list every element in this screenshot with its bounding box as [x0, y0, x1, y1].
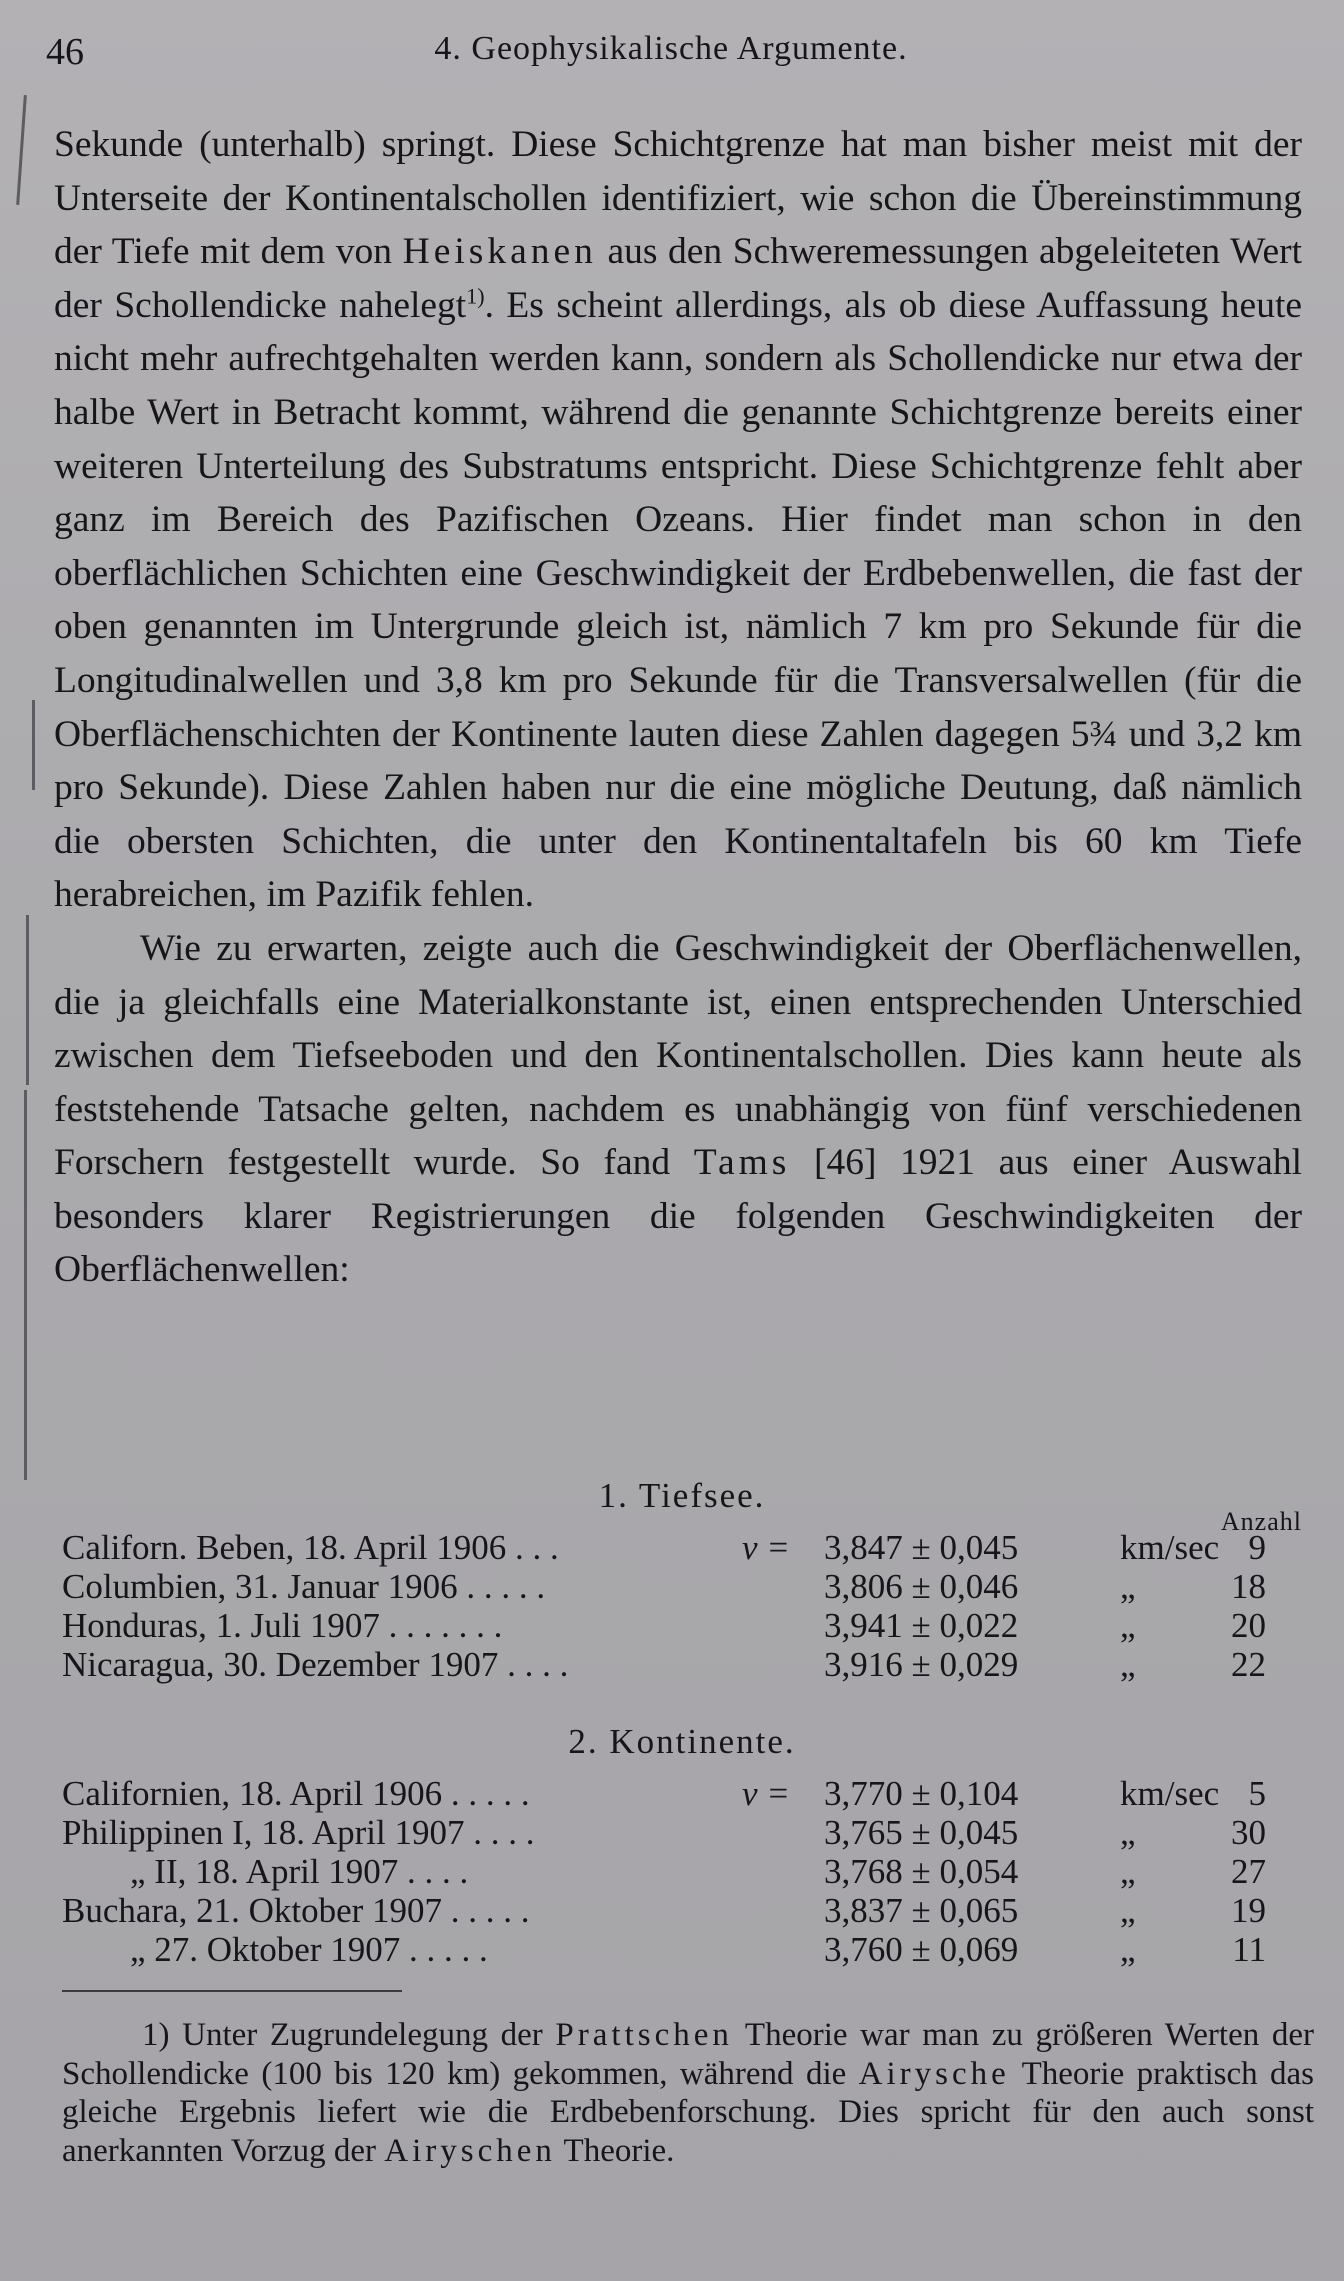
text-run: Sekunde (unterhalb) springt. Diese Schichtgrenze hat man bisher meist mit der Unterseite der Kontinentalschollen identifiziert, wie schon die Übereinstimmung der Tiefe mit dem von [54, 124, 1302, 273]
row-unit: „ [1120, 1606, 1136, 1645]
table-row [62, 1645, 1302, 1684]
footnote-ref[interactable]: 1) [466, 283, 485, 309]
table-tiefsee [62, 1476, 1302, 1684]
row-value: 3,837 ± 0,065 [824, 1891, 1019, 1930]
table-row [62, 1852, 1302, 1891]
row-unit: „ [1120, 1891, 1136, 1930]
page-number: 46 [46, 31, 84, 73]
pencil-mark [32, 700, 35, 790]
row-unit: „ [1120, 1852, 1136, 1891]
row-unit: km/sec [1120, 1528, 1220, 1567]
table-row [62, 1606, 1302, 1645]
row-name: Philippinen I, 18. April 1907 . . . . [62, 1813, 535, 1852]
row-value: 3,847 ± 0,045 [824, 1528, 1019, 1567]
row-count: 11 [1232, 1930, 1266, 1969]
row-unit: km/sec [1120, 1774, 1220, 1813]
term-airyschen: Airyschen [384, 2132, 556, 2169]
count-header: Anzahl [1220, 1507, 1302, 1536]
text-run: . Es scheint allerdings, als ob diese Auffassung heute nicht mehr aufrechtgehalten werden kann, sondern als Schollendicke nur etwa der halbe Wert in Betracht kommt, während die genannte Schichtgrenze bereits einer weiteren Unterteilung des Substratums entspricht. Diese Schichtgrenze fehlt aber ganz im Bereich des Pazifischen Ozeans. Hier findet man schon in den oberflächlichen Schichten eine Geschwindigkeit der Erdbebenwellen, die fast der oben genannten im Untergrunde gleich ist, nämlich 7 km pro Sekunde für die Longitudinalwellen und 3,8 km pro Sekunde für die Transversalwellen (für die Oberflächenschichten der Kontinente lauten diese Zahlen dagegen 5¾ und 3,2 km pro Sekunde). Diese Zahlen haben nur die eine mögliche Deutung, daß nämlich die obersten Schichten, die unter den Kontinentaltafeln bis 60 km Tiefe herabreichen, im Pazifik fehlen. [54, 284, 1303, 916]
row-count: 5 [1248, 1774, 1266, 1813]
row-value: 3,806 ± 0,046 [824, 1567, 1019, 1606]
row-count: 18 [1231, 1567, 1266, 1606]
table-row [62, 1891, 1302, 1930]
row-name: „ 27. Oktober 1907 . . . . . [130, 1930, 488, 1969]
table-title: 1. Tiefsee. [598, 1476, 766, 1515]
text-run: Wie zu erwarten, zeigte auch die Geschwindigkeit der Oberflächenwellen, die ja gleichfalls eine Materialkonstante ist, einen entsprechenden Unterschied zwischen dem Tiefseeboden und den Kontinentalschollen. Dies kann heute als feststehende Tatsache gelten, nachdem es unabhängig von fünf verschiedenen Forschern festgestellt wurde. So fand [54, 927, 1302, 1184]
table-row [62, 1774, 1302, 1813]
table-row [62, 1813, 1302, 1852]
row-value: 3,916 ± 0,029 [824, 1645, 1019, 1684]
pencil-mark [26, 915, 29, 1085]
row-value: 3,765 ± 0,045 [824, 1813, 1019, 1852]
table-row [62, 1528, 1302, 1567]
footnote [62, 2016, 1314, 2170]
text-run: 1) Unter Zugrundelegung der [142, 2017, 556, 2053]
paragraph-1 [54, 118, 1302, 922]
text-run: Theorie praktisch das gleiche Ergebnis liefert wie die Erdbebenforschung. Dies spricht für den auch sonst anerkannten Vorzug der [62, 2055, 1314, 2169]
term-airysche: Airysche [858, 2055, 1010, 2092]
footnote-separator [62, 1990, 402, 1992]
body-text [54, 118, 1302, 1297]
text-run: Theorie war man zu größeren Werten der Schollendicke (100 bis 120 km) gekommen, während die [62, 2017, 1315, 2092]
row-symbol: v = [742, 1774, 790, 1813]
row-count: 22 [1231, 1645, 1266, 1684]
page-header [46, 30, 1296, 80]
row-value: 3,768 ± 0,054 [824, 1852, 1019, 1891]
row-name: Nicaragua, 30. Dezember 1907 . . . . [62, 1645, 569, 1684]
term-prattschen: Prattschen [555, 2017, 733, 2053]
text-run: [46] 1921 aus einer Auswahl besonders klarer Registrierungen die folgenden Geschwindigkeiten der Oberflächenwellen: [54, 1142, 1302, 1291]
row-symbol: v = [742, 1528, 790, 1567]
text-run: aus den Schweremessungen abgeleiteten Wert der Schollendicke nahelegt [54, 231, 1303, 326]
row-value: 3,941 ± 0,022 [824, 1606, 1019, 1645]
footnote-text [62, 2016, 1314, 2170]
paragraph-2 [54, 922, 1302, 1297]
row-name: Californ. Beben, 18. April 1906 . . . [62, 1528, 559, 1567]
row-count: 30 [1231, 1813, 1266, 1852]
pencil-mark [16, 95, 27, 205]
row-count: 20 [1231, 1606, 1266, 1645]
running-title: 4. Geophysikalische Argumente. [434, 30, 908, 67]
row-unit: „ [1120, 1930, 1136, 1969]
author-name-heiskanen: Heiskanen [402, 231, 597, 273]
row-count: 9 [1248, 1528, 1266, 1567]
table-kontinente [62, 1722, 1302, 1969]
author-name-tams: Tams [693, 1142, 791, 1184]
row-value: 3,770 ± 0,104 [824, 1774, 1019, 1813]
row-unit: „ [1120, 1645, 1136, 1684]
row-unit: „ [1120, 1813, 1136, 1852]
table-row [62, 1930, 1302, 1969]
pencil-mark [24, 1090, 27, 1480]
table-row [62, 1567, 1302, 1606]
row-unit: „ [1120, 1567, 1136, 1606]
row-name: „ II, 18. April 1907 . . . . [130, 1852, 469, 1891]
row-value: 3,760 ± 0,069 [824, 1930, 1019, 1969]
table-title: 2. Kontinente. [568, 1722, 796, 1761]
row-name: Buchara, 21. Oktober 1907 . . . . . [62, 1891, 530, 1930]
row-name: Columbien, 31. Januar 1906 . . . . . [62, 1567, 546, 1606]
row-count: 27 [1231, 1852, 1266, 1891]
row-name: Californien, 18. April 1906 . . . . . [62, 1774, 530, 1813]
text-run: Theorie. [555, 2132, 675, 2169]
row-count: 19 [1231, 1891, 1266, 1930]
row-name: Honduras, 1. Juli 1907 . . . . . . . [62, 1606, 503, 1645]
